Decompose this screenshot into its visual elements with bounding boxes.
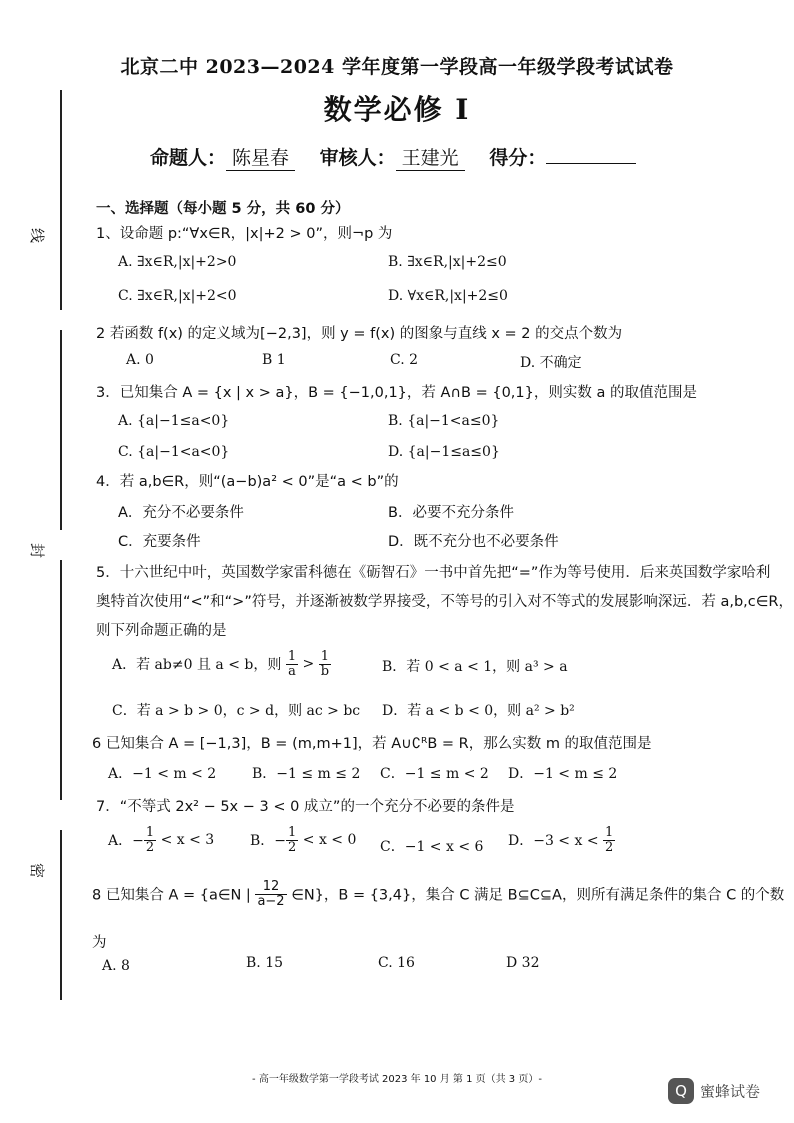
margin-mark-seal: 封	[28, 542, 47, 559]
q8-stem-prefix: 8 已知集合 A = {a∈N |	[92, 887, 251, 904]
margin-mark-secret: 密	[28, 862, 47, 879]
q6-option-c[interactable]: C．−1 ≤ m < 2	[380, 766, 489, 782]
q1-option-d[interactable]: D. ∀x∈R,|x|+2≤0	[388, 288, 508, 304]
author-name: 陈星春	[226, 143, 295, 171]
q5-line-1: 5．十六世纪中叶，英国数学家雷科德在《砺智石》一书中首先把“=”作为等号使用．后来英国数学家哈利	[96, 565, 771, 581]
q3-option-c[interactable]: C. {a|−1<a<0}	[118, 444, 230, 460]
page-footer: - 高一年级数学第一学段考试 2023 年 10 月 第 1 页（共 3 页）-	[252, 1074, 542, 1085]
q8-stem-suffix: ∈N}，B = {3,4}，集合 C 满足 B⊆C⊆A，则所有满足条件的集合 C 的个数	[291, 887, 785, 904]
margin-mark-line: 线	[28, 227, 47, 244]
q5-line-2: 奥特首次使用“<”和“>”符号，并逐渐被数学界接受，不等号的引入对不等式的发展影响深远．若 a,b,c∈R，	[96, 594, 793, 610]
q2-option-b[interactable]: B 1	[262, 352, 286, 368]
q7-b-suffix: < x < 0	[302, 832, 357, 849]
q8-option-b[interactable]: B. 15	[246, 955, 284, 971]
q2-option-d[interactable]: D. 不确定	[520, 355, 582, 371]
q3-option-a[interactable]: A. {a|−1≤a<0}	[118, 413, 230, 429]
q6-option-d[interactable]: D．−1 < m ≤ 2	[508, 766, 618, 782]
watermark-logo-icon: Q	[668, 1078, 694, 1104]
q1-stem: 1、设命题 p:“∀x∈R，|x|+2 > 0”，则¬p 为	[96, 226, 393, 242]
q7-a-prefix: A．−	[108, 833, 144, 850]
q5-option-c[interactable]: C．若 a > b > 0，c > d，则 ac > bc	[112, 703, 361, 719]
q5-a-gt: >	[302, 656, 315, 673]
q8-fraction: $\frac{12}{a-2}$	[257, 879, 285, 909]
q7-option-a[interactable]	[108, 826, 214, 854]
reviewer-label: 审核人：	[319, 147, 396, 169]
score-label: 得分：	[489, 147, 547, 169]
q7-b-fraction: $\frac{1}{2}$	[288, 825, 297, 855]
q5-line-3: 则下列命题正确的是	[96, 623, 227, 639]
author-line	[150, 143, 636, 171]
binding-line-bottom	[60, 830, 62, 1000]
binding-line-mid	[60, 330, 62, 530]
q8-option-a[interactable]: A. 8	[102, 958, 130, 974]
watermark-text: 蜜蜂试卷	[700, 1082, 761, 1101]
q3-option-d[interactable]: D. {a|−1≤a≤0}	[388, 444, 500, 460]
q8-stem	[92, 880, 784, 908]
exam-subtitle: 数学必修 I	[323, 93, 471, 126]
q6-option-a[interactable]: A．−1 < m < 2	[108, 766, 217, 782]
q5-option-d[interactable]: D．若 a < b < 0，则 a² > b²	[382, 703, 575, 719]
q8-option-c[interactable]: C. 16	[378, 955, 415, 971]
q8-stem-line-2: 为	[92, 935, 107, 951]
q7-d-fraction: $\frac{1}{2}$	[605, 825, 614, 855]
q8-option-d[interactable]: D 32	[506, 955, 540, 971]
q4-option-c[interactable]: C．充要条件	[118, 534, 201, 550]
author-label: 命题人：	[150, 147, 227, 169]
q7-a-suffix: < x < 3	[160, 832, 215, 849]
q4-option-d[interactable]: D．既不充分也不必要条件	[388, 534, 559, 550]
q5-a-text: A．若 ab≠0 且 a < b，则	[112, 657, 282, 674]
exam-title: 北京二中 2023—2024 学年度第一学段高一年级学段考试试卷	[120, 56, 674, 78]
q7-stem: 7．“不等式 2x² − 5x − 3 < 0 成立”的一个充分不必要的条件是	[96, 799, 515, 815]
q2-option-c[interactable]: C. 2	[390, 352, 419, 368]
watermark	[668, 1078, 760, 1104]
q7-option-c[interactable]: C．−1 < x < 6	[380, 839, 484, 855]
q3-stem: 3．已知集合 A = {x | x > a}，B = {−1,0,1}，若 A∩B = {0,1}，则实数 a 的取值范围是	[96, 385, 697, 401]
q1-option-c[interactable]: C. ∃x∈R,|x|+2<0	[118, 288, 237, 304]
section-heading: 一、选择题（每小题 5 分，共 60 分）	[96, 201, 350, 217]
q7-b-prefix: B．−	[250, 833, 287, 850]
q7-d-prefix: D．−3 < x <	[508, 833, 599, 850]
q1-option-b[interactable]: B. ∃x∈R,|x|+2≤0	[388, 254, 507, 270]
reviewer-name: 王建光	[396, 143, 465, 171]
q5-a-fraction-1: $\frac{1}{a}$	[287, 649, 297, 679]
q6-stem: 6 已知集合 A = [−1,3]，B = (m,m+1]，若 A∪∁ᴿB = R，那么实数 m 的取值范围是	[92, 736, 652, 752]
q3-option-b[interactable]: B. {a|−1<a≤0}	[388, 413, 500, 429]
q5-option-a[interactable]	[112, 650, 331, 678]
q5-option-b[interactable]: B．若 0 < a < 1，则 a³ > a	[382, 659, 568, 675]
q7-a-fraction: $\frac{1}{2}$	[145, 825, 155, 855]
q4-option-b[interactable]: B．必要不充分条件	[388, 505, 514, 521]
q2-option-a[interactable]: A. 0	[126, 352, 154, 368]
q6-option-b[interactable]: B．−1 ≤ m ≤ 2	[252, 766, 361, 782]
q7-option-b[interactable]	[250, 826, 356, 854]
q4-stem: 4．若 a,b∈R，则“(a−b)a² < 0”是“a < b”的	[96, 474, 399, 490]
q5-a-fraction-2: $\frac{1}{b}$	[320, 649, 330, 679]
q2-stem: 2 若函数 f(x) 的定义域为[−2,3]，则 y = f(x) 的图象与直线 x = 2 的交点个数为	[96, 326, 623, 342]
binding-line-lower	[60, 560, 62, 800]
q1-option-a[interactable]: A. ∃x∈R,|x|+2>0	[118, 254, 237, 270]
q4-option-a[interactable]: A．充分不必要条件	[118, 505, 244, 521]
score-blank[interactable]	[546, 163, 636, 164]
q7-option-d[interactable]	[508, 826, 615, 854]
